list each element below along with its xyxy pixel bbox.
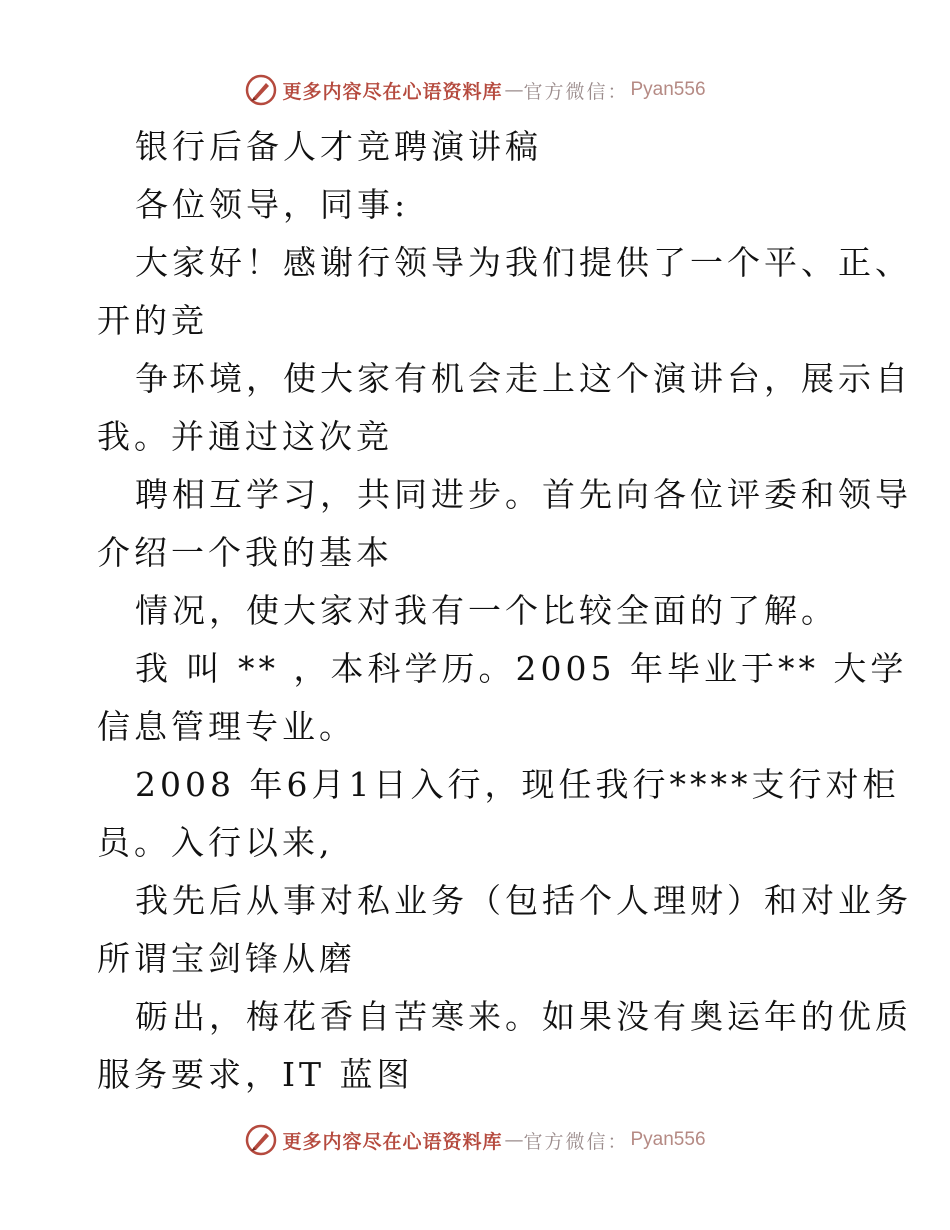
paragraph-line: 介绍一个我的基本: [97, 533, 393, 572]
paragraph-line: 员。入行以来,: [97, 823, 334, 862]
salutation: 各位领导，同事:: [135, 185, 410, 224]
paragraph-line: 我 叫 ** ，本科学历。2005 年毕业于** 大学: [135, 649, 908, 688]
paragraph-line: 大家好！感谢行领导为我们提供了一个平、正、: [135, 243, 912, 282]
pen-logo-icon: [244, 1123, 278, 1157]
header-watermark-banner: [0, 70, 950, 110]
banner-wechat-label: 官方微信：: [523, 80, 629, 103]
paragraph-line: 我。并通过这次竞: [97, 417, 393, 456]
paragraph-line: 砺出，梅花香自苦寒来。如果没有奥运年的优质: [135, 997, 912, 1036]
document-title: 银行后备人才竞聘演讲稿: [135, 127, 542, 166]
paragraph-line: 开的竞: [97, 301, 208, 340]
paragraph-line: 2008 年6月1日入行，现任我行****支行对柜: [135, 765, 900, 804]
footer-watermark-banner: [0, 1120, 950, 1160]
paragraph-line: 争环境，使大家有机会走上这个演讲台，展示自: [135, 359, 912, 398]
banner-wechat-id: Pyan556: [630, 79, 706, 100]
banner-wechat-id: Pyan556: [630, 1129, 706, 1150]
paragraph-line: 所谓宝剑锋从磨: [97, 939, 356, 978]
banner-site-text: 更多内容尽在心语资料库: [282, 80, 503, 103]
banner-wechat-label: 官方微信：: [523, 1130, 629, 1153]
paragraph-line: 聘相互学习，共同进步。首先向各位评委和领导: [135, 475, 912, 514]
paragraph-line: 情况，使大家对我有一个比较全面的了解。: [135, 591, 838, 630]
banner-separator: —: [504, 1129, 524, 1151]
paragraph-line: 我先后从事对私业务（包括个人理财）和对业务: [135, 881, 912, 920]
document-body: [97, 118, 912, 1104]
paragraph-line: 服务要求，IT 蓝图: [97, 1055, 414, 1094]
banner-separator: —: [504, 79, 524, 101]
banner-site-text: 更多内容尽在心语资料库: [282, 1130, 503, 1153]
pen-logo-icon: [244, 73, 278, 107]
paragraph-line: 信息管理专业。: [97, 707, 356, 746]
